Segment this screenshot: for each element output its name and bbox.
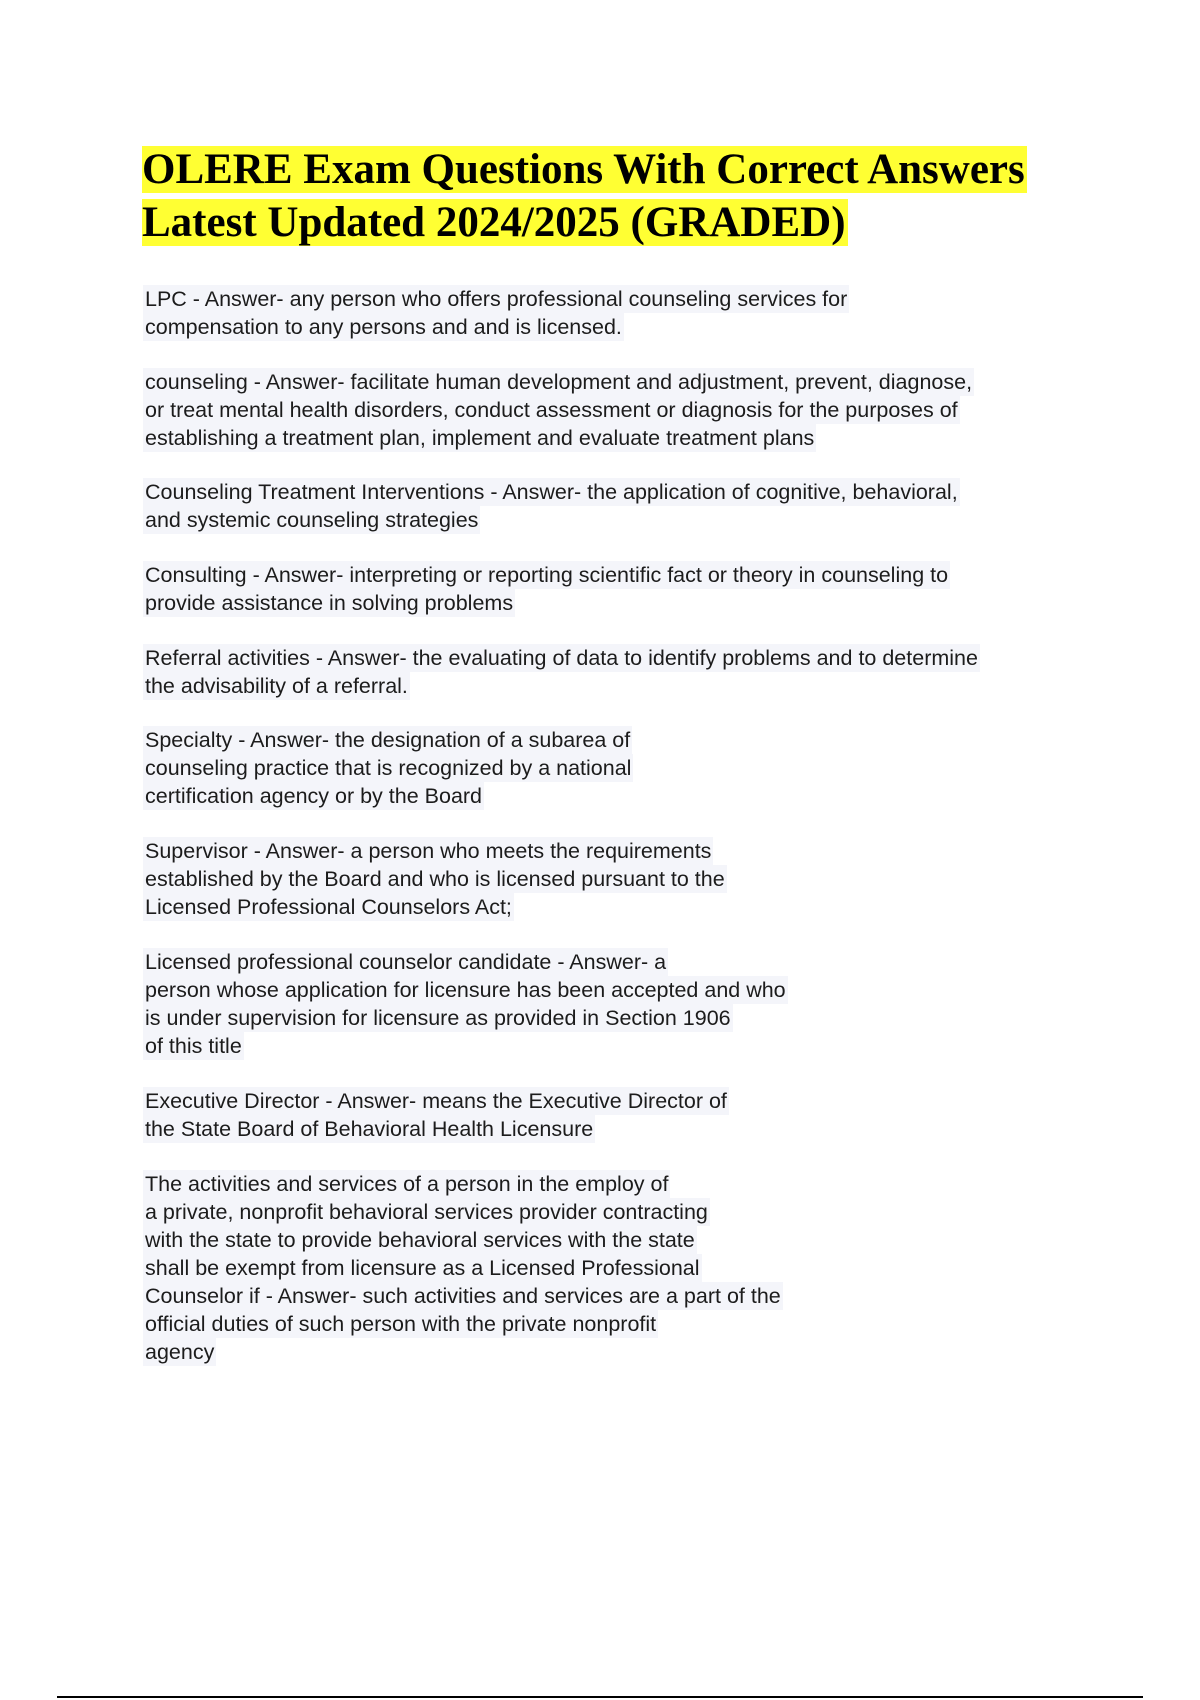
qa-entry-licensure-exemption [145, 1170, 1095, 1366]
entry-line: compensation to any persons and and is licensed. [145, 315, 622, 339]
footer-divider [57, 1696, 1143, 1698]
qa-entry-lpc [145, 285, 1095, 341]
entry-line: Supervisor - Answer- a person who meets the requirements [145, 839, 712, 863]
entry-line: Specialty - Answer- the designation of a subarea of [145, 728, 631, 752]
qa-entry-specialty [145, 726, 1095, 810]
entry-line: certification agency or by the Board [145, 784, 483, 808]
entry-line: Licensed Professional Counselors Act; [145, 895, 512, 919]
entry-line: provide assistance in solving problems [145, 591, 514, 615]
entry-line: a private, nonprofit behavioral services provider contracting [145, 1200, 708, 1224]
entry-line: the advisability of a referral. [145, 674, 408, 698]
document-title [142, 143, 1142, 249]
entry-line: Licensed professional counselor candidate - Answer- a [145, 950, 667, 974]
entry-line: counseling - Answer- facilitate human development and adjustment, prevent, diagnose, [145, 370, 973, 394]
entry-line: shall be exempt from licensure as a Licensed Professional [145, 1256, 700, 1280]
entry-line: Executive Director - Answer- means the Executive Director of [145, 1089, 727, 1113]
entry-line: official duties of such person with the private nonprofit [145, 1312, 657, 1336]
entry-line: agency [145, 1340, 215, 1364]
qa-entry-supervisor [145, 837, 1095, 921]
qa-entries [145, 285, 1095, 1366]
entry-line: with the state to provide behavioral services with the state [145, 1228, 695, 1252]
title-line: OLERE Exam Questions With Correct Answers [142, 146, 1025, 193]
qa-entry-consulting [145, 561, 1095, 617]
qa-entry-counseling [145, 368, 1095, 452]
entry-line: Counseling Treatment Interventions - Answer- the application of cognitive, behavioral, [145, 480, 958, 504]
entry-line: Consulting - Answer- interpreting or reporting scientific fact or theory in counseling to [145, 563, 949, 587]
qa-entry-counselor-candidate [145, 948, 1095, 1060]
entry-line: Counselor if - Answer- such activities and services are a part of the [145, 1284, 781, 1308]
entry-line: LPC - Answer- any person who offers professional counseling services for [145, 287, 848, 311]
entry-line: or treat mental health disorders, conduct assessment or diagnosis for the purposes of [145, 398, 958, 422]
entry-line: of this title [145, 1034, 242, 1058]
qa-entry-executive-director [145, 1087, 1095, 1143]
entry-line: The activities and services of a person in the employ of [145, 1172, 669, 1196]
entry-line: and systemic counseling strategies [145, 508, 479, 532]
title-line: Latest Updated 2024/2025 (GRADED) [142, 199, 846, 246]
entry-line: the State Board of Behavioral Health Licensure [145, 1117, 594, 1141]
entry-line: person whose application for licensure has been accepted and who [145, 978, 786, 1002]
qa-entry-referral-activities [145, 644, 1095, 700]
qa-entry-treatment-interventions [145, 478, 1095, 534]
entry-line: is under supervision for licensure as provided in Section 1906 [145, 1006, 731, 1030]
entry-line: establishing a treatment plan, implement and evaluate treatment plans [145, 426, 815, 450]
entry-line: counseling practice that is recognized by a national [145, 756, 632, 780]
entry-line: Referral activities - Answer- the evaluating of data to identify problems and to determine [145, 646, 978, 670]
entry-line: established by the Board and who is licensed pursuant to the [145, 867, 725, 891]
